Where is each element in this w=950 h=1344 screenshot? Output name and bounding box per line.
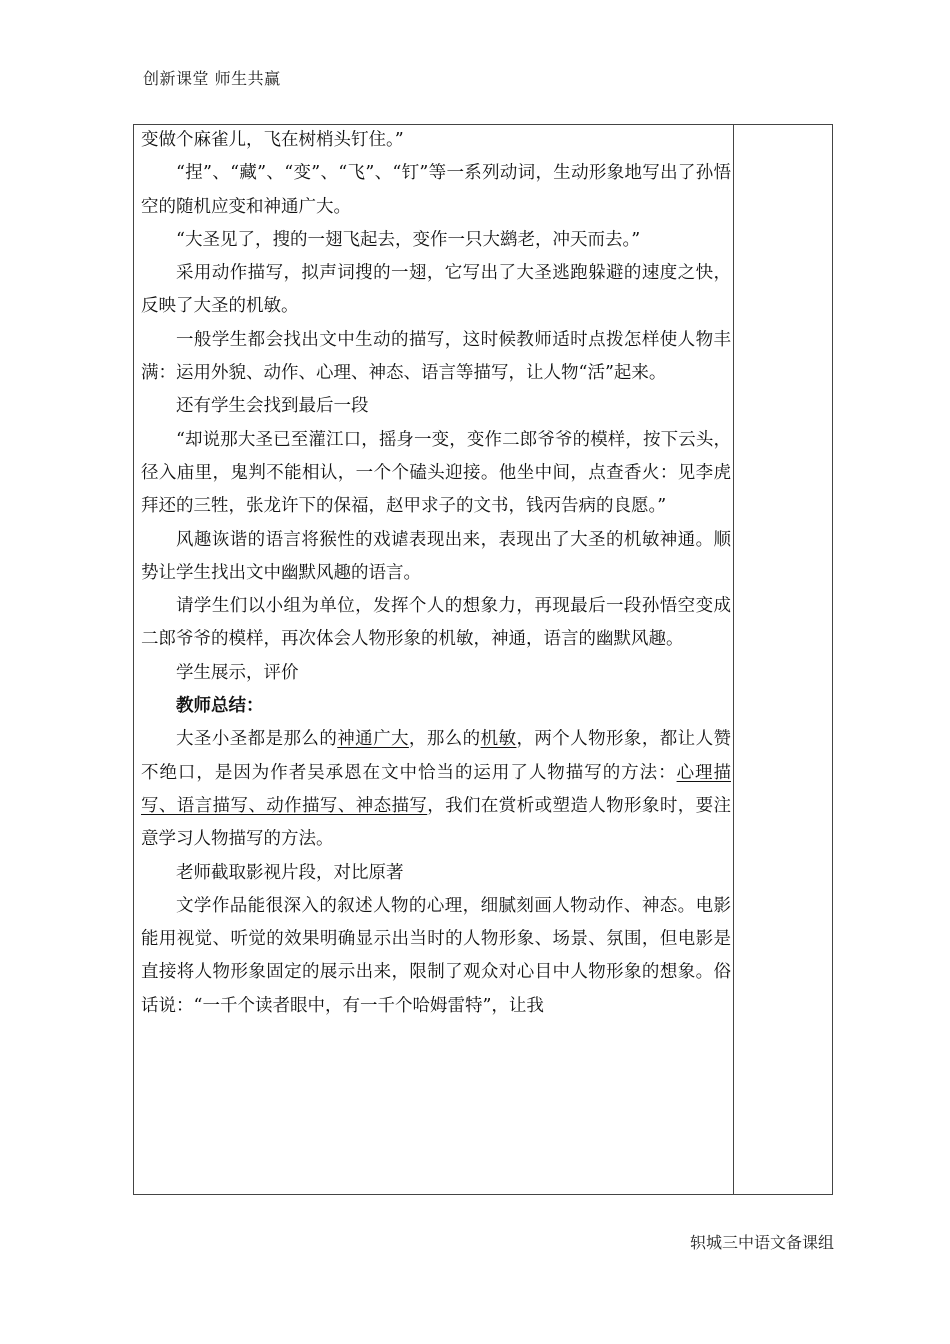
- paragraph-8: 风趣诙谐的语言将猴性的戏谑表现出来，表现出了大圣的机敏神通。顺势让学生找出文中幽默风趣的语言。: [141, 529, 731, 583]
- paragraph-12: [141, 723, 731, 856]
- paragraph-5: 一般学生都会找出文中生动的描写，这时候教师适时点拨怎样使人物丰满：运用外貌、动作、心理、神态、语言等描写，让人物“活”起来。: [141, 329, 731, 384]
- text-segment: ，那么的: [408, 729, 481, 750]
- paragraph-7: “却说那大圣已至灌江口，摇身一变，变作二郎爷爷的模样，按下云头，径入庙里，鬼判不能相认，一个个磕头迎接。他坐中间，点查香火：见李虎拜还的三牲，张龙许下的保福，赵甲求子的文书，钱丙告病的良愿。”: [141, 429, 731, 517]
- paragraph-9: 请学生们以小组为单位，发挥个人的想象力，再现最后一段孙悟空变成二郎爷爷的模样，再次体会人物形象的机敏，神通，语言的幽默风趣。: [141, 596, 731, 650]
- text-segment: ，我们在赏析或塑造人物形象时，要注意学习人物描写的方法。: [141, 795, 731, 850]
- underlined-term: 机敏: [480, 729, 517, 750]
- paragraph-4: 采用动作描写，拟声词搜的一翅，它写出了大圣逃跑躲避的速度之快，反映了大圣的机敏。: [141, 263, 731, 317]
- table-column-divider: [733, 124, 734, 1195]
- lesson-content-cell: [141, 124, 731, 1193]
- paragraph-10: 学生展示，评价: [176, 662, 299, 683]
- paragraph-6: 还有学生会找到最后一段: [176, 396, 369, 417]
- teacher-summary-heading: 教师总结：: [176, 696, 264, 717]
- paragraph-2: “捏”、“藏”、“变”、“飞”、“钉”等一系列动词，生动形象地写出了孙悟空的随机应变和神通广大。: [141, 163, 731, 217]
- paragraph-3: “大圣见了，搜的一翅飞起去，变作一只大鹚老，冲天而去。”: [176, 229, 641, 250]
- paragraph-13: 老师截取影视片段，对比原著: [176, 862, 404, 883]
- page-footer: 轵城三中语文备课组: [689, 1233, 834, 1252]
- text-segment: 大圣小圣都是那么的: [176, 729, 338, 750]
- text-segment: ，两个人物形象，都让人赞不绝口，是因为作者吴承恩在文中恰当的运用了人物描写的方法：: [141, 729, 731, 783]
- page-header: 创新课堂 师生共赢: [143, 69, 281, 88]
- paragraph-1: 变做个麻雀儿，飞在树梢头钉住。”: [141, 130, 404, 150]
- paragraph-14: 文学作品能很深入的叙述人物的心理，细腻刻画人物动作、神态。电影能用视觉、听觉的效果明确显示出当时的人物形象、场景、氛围，但电影是直接将人物形象固定的展示出来，限制了观众对心目中人物形象的想象。俗话说：“一千个读者眼中，有一千个哈姆雷特”，让我: [141, 895, 731, 1016]
- underlined-term: 心理描写、语言描写、动作描写、神态描写: [141, 762, 731, 816]
- underlined-term: 神通广大: [337, 729, 409, 750]
